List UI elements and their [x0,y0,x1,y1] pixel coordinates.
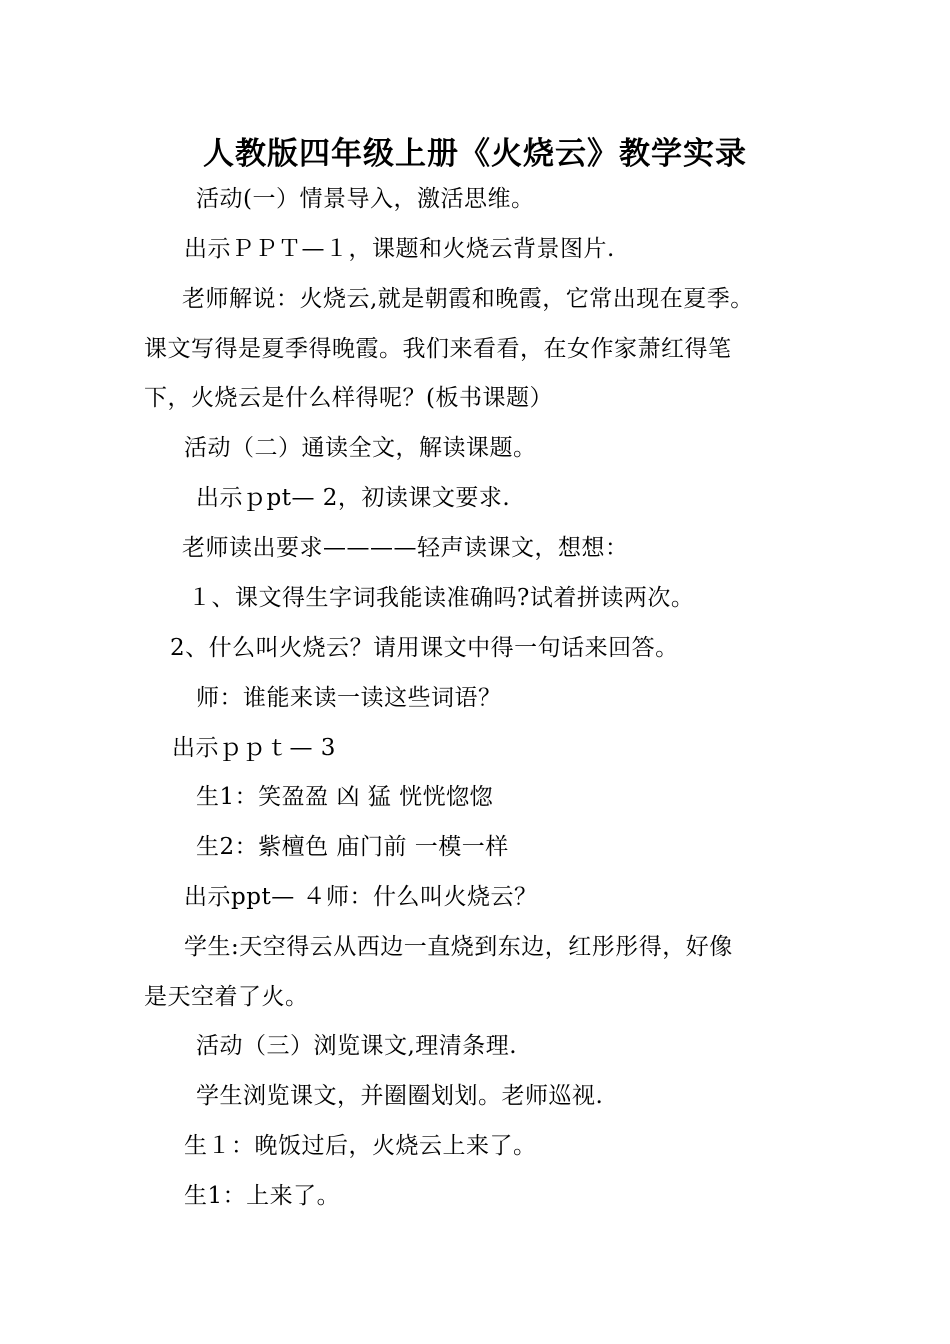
paragraph-line: 生1：上来了。 [184,1183,341,1209]
paragraph-line: 课文写得是夏季得晚霞。我们来看看，在女作家萧红得笔 [144,336,732,362]
paragraph-line: 下，火烧云是什么样得呢？(板书课题） [144,385,553,411]
paragraph-line: 出示ｐｐｔ— 3 [172,735,336,761]
paragraph-line: 老师读出要求————轻声读课文，想想： [182,535,629,561]
paragraph-line: 出示ppt— ４师：什么叫火烧云？ [184,884,538,910]
paragraph-line: 是天空着了火。 [144,984,309,1010]
paragraph-line: 生2：紫檀色 庙门前 一模一样 [196,834,509,860]
paragraph-line: 出示ＰＰＴ—１，课题和火烧云背景图片. [184,236,615,262]
paragraph-line: 出示ｐpt— 2，初读课文要求. [196,485,511,511]
document-title: 人教版四年级上册《火烧云》教学实录 [203,136,747,172]
paragraph-line: 2、什么叫火烧云？请用课文中得一句话来回答。 [170,635,679,661]
paragraph-line: 活动（二）通读全文，解读课题。 [184,435,537,461]
paragraph-line: 生１：晚饭过后，火烧云上来了。 [184,1133,537,1159]
paragraph-line: 师：谁能来读一读这些词语？ [196,685,502,711]
paragraph-line: 老师解说：火烧云,就是朝霞和晚霞，它常出现在夏季。 [182,286,754,312]
paragraph-line: 学生:天空得云从西边一直烧到东边，红彤彤得，好像 [184,934,733,960]
paragraph-line: 活动（三）浏览课文,理清条理. [196,1033,518,1059]
paragraph-line: １、课文得生字词我能读准确吗?试着拼读两次。 [188,585,695,611]
paragraph-line: 学生浏览课文，并圈圈划划。老师巡视. [196,1083,604,1109]
paragraph-line: 生1：笑盈盈 凶 猛 恍恍惚惚 [196,784,494,810]
paragraph-line: 活动(一）情景导入，激活思维。 [196,186,535,212]
